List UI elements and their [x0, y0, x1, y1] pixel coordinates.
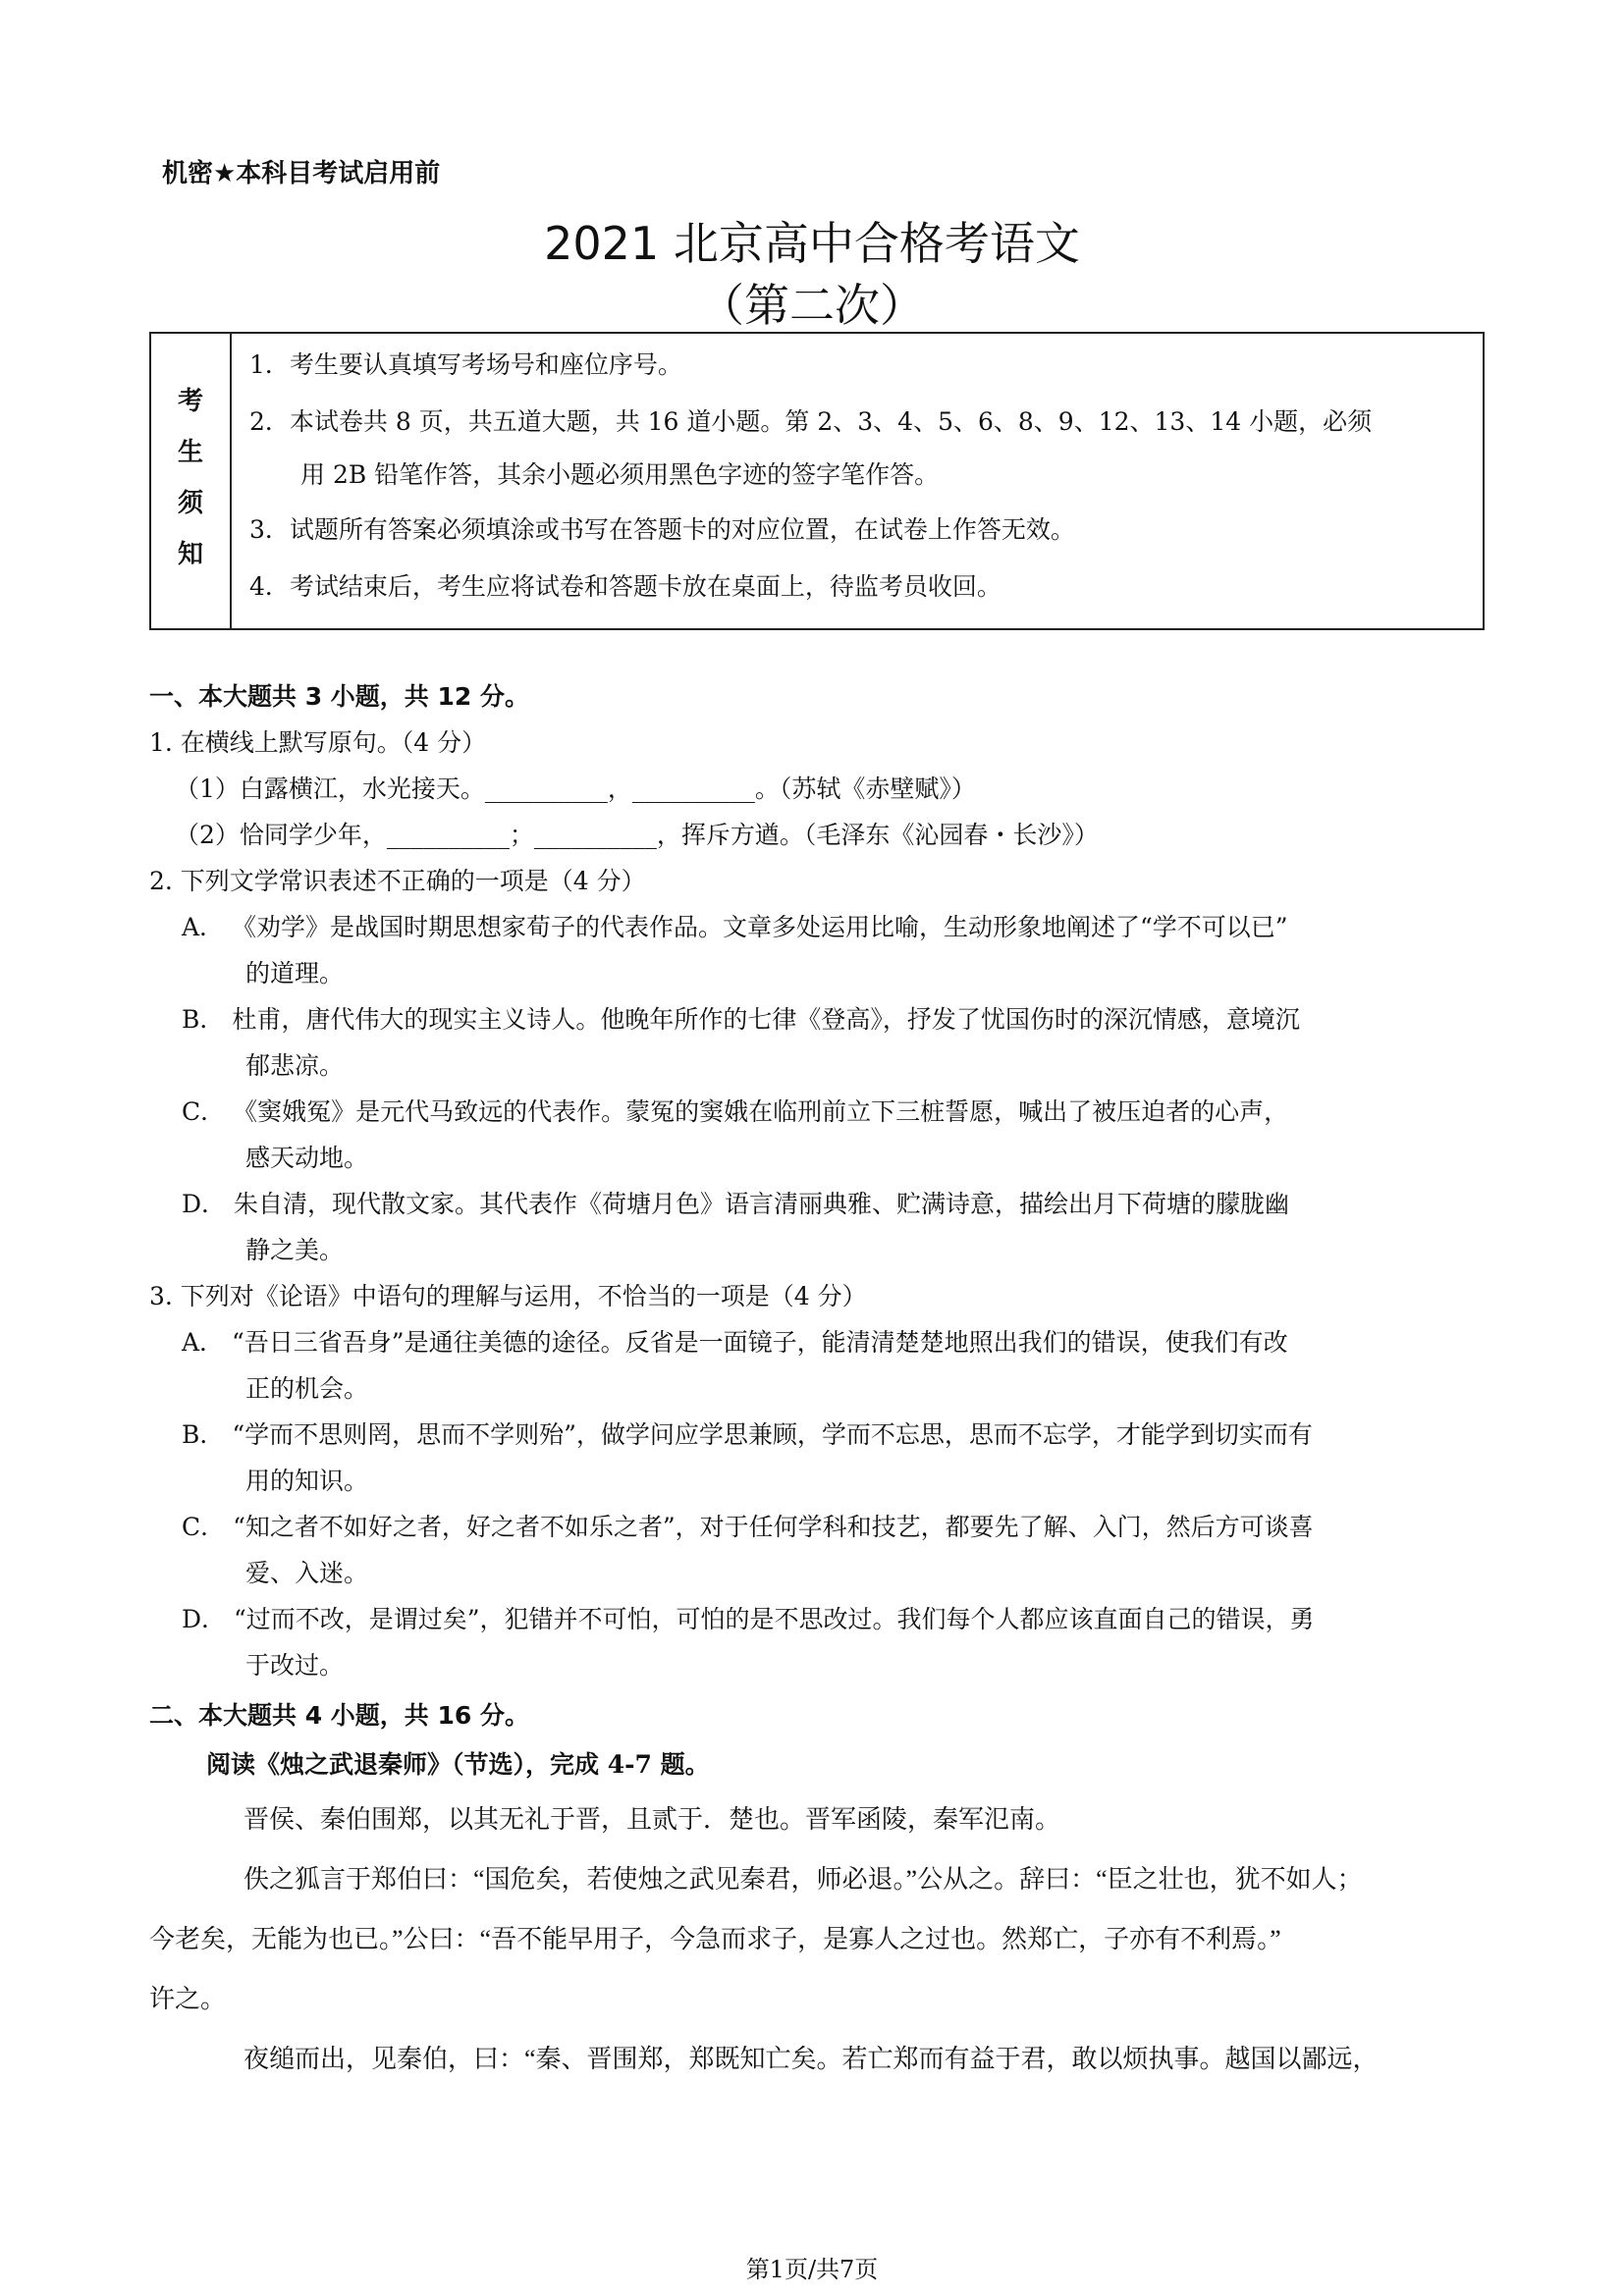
exam-subtitle: （第二次）: [699, 279, 925, 332]
question-3-option-c-cont: 爱、入迷。: [245, 1559, 369, 1587]
passage-paragraph: 佚之狐言于郑伯曰：“国危矣，若使烛之武见秦君，师必退。”公从之。辞曰：“臣之壮也，犹不如人；: [244, 1865, 1363, 1894]
exam-title: 2021 北京高中合格考语文: [544, 217, 1080, 270]
notice-side-label: [151, 334, 232, 628]
notice-item-continued: 用 2B 铅笔作答，其余小题必须用黑色字迹的签字笔作答。: [300, 460, 940, 489]
section-1-heading: 一、本大题共 3 小题，共 12 分。: [149, 682, 530, 711]
question-3-option-d-cont: 于改过。: [245, 1651, 345, 1680]
notice-item: 1．考生要认真填写考场号和座位序号。: [249, 350, 682, 379]
candidate-notice-box: [149, 332, 1485, 630]
passage-paragraph: 夜缒而出，见秦伯，曰：“秦、晋围郑，郑既知亡矣。若亡郑而有益于君，敢以烦执事。越国以鄙远，: [244, 2045, 1379, 2073]
passage-paragraph-cont: 今老矣，无能为也已。”公曰：“吾不能早用子，今急而求子，是寡人之过也。然郑亡，子亦有不利焉。”: [149, 1925, 1281, 1953]
question-1-item-2: （2）恰同学少年，__________；__________，挥斥方遒。（毛泽东《沁园春・长沙》）: [175, 821, 1099, 849]
question-2-option-a-cont: 的道理。: [245, 959, 345, 988]
passage-paragraph: 晋侯、秦伯围郑，以其无礼于晋，且贰于．楚也。晋军函陵，秦军氾南。: [244, 1805, 1061, 1834]
question-2-option-b: B． 杜甫，唐代伟大的现实主义诗人。他晚年所作的七律《登高》，抒发了忧国伤时的深沉情感，意境沉: [182, 1005, 1300, 1034]
question-3-option-b: B． “学而不思则罔，思而不学则殆”，做学问应学思兼顾，学而不忘思，思而不忘学，才能学到切实而有: [182, 1420, 1313, 1449]
notice-item: 3．试题所有答案必须填涂或书写在答题卡的对应位置，在试卷上作答无效。: [249, 515, 1075, 544]
section-2-heading: 二、本大题共 4 小题，共 16 分。: [149, 1701, 530, 1730]
question-3-stem: 3. 下列对《论语》中语句的理解与运用，不恰当的一项是（4 分）: [149, 1282, 867, 1310]
notice-side-char: 考: [177, 387, 203, 416]
notice-item: 4．考试结束后，考生应将试卷和答题卡放在桌面上，待监考员收回。: [249, 572, 1001, 601]
notice-side-char: 知: [177, 540, 203, 569]
question-3-option-a: A． “吾日三省吾身”是通往美德的途径。反省是一面镜子，能清清楚楚地照出我们的错误，使我们有改: [182, 1328, 1288, 1357]
question-2-option-d: D． 朱自清，现代散文家。其代表作《荷塘月色》语言清丽典雅、贮满诗意，描绘出月下荷塘的朦胧幽: [182, 1190, 1289, 1218]
question-2-option-c-cont: 感天动地。: [245, 1144, 369, 1172]
question-2-stem: 2. 下列文学常识表述不正确的一项是（4 分）: [149, 867, 646, 895]
notice-item: 2．本试卷共 8 页，共五道大题，共 16 道小题。第 2、3、4、5、6、8、9、12、13、14 小题，必须: [249, 407, 1373, 436]
question-1-item-1: （1）白露横江，水光接天。__________，__________。（苏轼《赤壁赋》）: [175, 774, 976, 803]
notice-side-char: 生: [177, 438, 203, 467]
question-2-option-d-cont: 静之美。: [245, 1236, 345, 1264]
page-number: 第1页/共7页: [745, 2256, 879, 2283]
question-3-option-d: D． “过而不改，是谓过矣”，犯错并不可怕，可怕的是不思改过。我们每个人都应该直面自己的错误，勇: [182, 1605, 1315, 1633]
confidential-label: 机密★本科目考试启用前: [162, 159, 441, 188]
notice-side-char: 须: [177, 489, 203, 518]
question-2-option-a: A． 《劝学》是战国时期思想家荀子的代表作品。文章多处运用比喻，生动形象地阐述了“学不可以已”: [182, 913, 1288, 941]
question-1-stem: 1. 在横线上默写原句。（4 分）: [149, 728, 487, 757]
question-2-option-c: C． 《窦娥冤》是元代马致远的代表作。蒙冤的窦娥在临刑前立下三桩誓愿，喊出了被压迫者的心声，: [182, 1097, 1289, 1126]
question-3-option-a-cont: 正的机会。: [245, 1374, 369, 1403]
passage-instruction: 阅读《烛之武退秦师》（节选），完成 4-7 题。: [206, 1750, 710, 1779]
question-3-option-b-cont: 用的知识。: [245, 1467, 369, 1495]
passage-paragraph-cont: 许之。: [149, 1985, 227, 2013]
question-3-option-c: C． “知之者不如好之者，好之者不如乐之者”，对于任何学科和技艺，都要先了解、入门，然后方可谈喜: [182, 1513, 1314, 1541]
question-2-option-b-cont: 郁悲凉。: [245, 1051, 345, 1080]
